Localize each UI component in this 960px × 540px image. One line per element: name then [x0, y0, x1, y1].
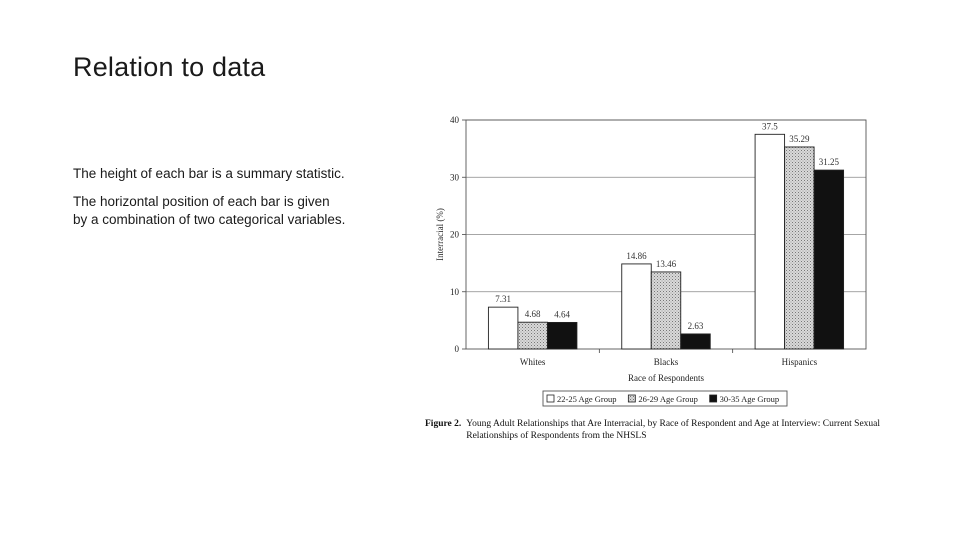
bar [547, 322, 577, 349]
bar-value-label: 35.29 [789, 133, 810, 144]
legend-label: 30-35 Age Group [719, 394, 780, 404]
bar-value-label: 13.46 [655, 258, 677, 269]
bullet-item: The height of each bar is a summary statistic. [73, 166, 345, 181]
caption-label: Figure 2. [425, 419, 462, 429]
bar [755, 134, 785, 349]
x-tick-label: Whites [519, 357, 546, 367]
y-tick-label: 40 [450, 115, 459, 125]
x-axis-title: Race of Respondents [628, 373, 704, 383]
x-tick-label: Hispanics [781, 357, 818, 367]
y-tick-label: 0 [454, 344, 459, 354]
bar-value-label: 31.25 [818, 157, 839, 168]
bullet-item: The horizontal position of each bar is given by a combination of two categorical variables. [73, 194, 346, 227]
bar-value-label: 4.68 [524, 309, 541, 320]
bar-value-label: 7.31 [495, 294, 512, 305]
legend-swatch [547, 395, 554, 402]
legend-swatch [710, 395, 717, 402]
bar-value-label: 37.5 [761, 121, 778, 132]
bar [814, 170, 844, 349]
legend-label: 22-25 Age Group [557, 394, 617, 404]
bar [518, 322, 548, 349]
bar-value-label: 2.63 [687, 320, 704, 331]
bar [622, 264, 652, 349]
bar-value-label: 14.86 [626, 250, 647, 261]
figure-caption [425, 418, 895, 442]
legend-swatch [628, 395, 635, 402]
caption-text: Young Adult Relationships that Are Interracial, by Race of Respondent and Age at Interview: Current Sexual Relationships of Respondents from the NHSLS [466, 419, 881, 441]
y-tick-label: 30 [450, 172, 459, 183]
bar [488, 307, 517, 349]
bar [651, 272, 681, 349]
legend-label: 26-29 Age Group [638, 394, 698, 404]
y-axis-title: Interracial (%) [435, 208, 445, 261]
y-tick-label: 10 [450, 286, 459, 297]
slide-title: Relation to data [73, 52, 266, 82]
y-tick-label: 20 [450, 229, 459, 240]
bar [681, 334, 711, 349]
x-tick-label: Blacks [653, 357, 679, 367]
bar-value-label: 4.64 [554, 309, 571, 320]
bar [785, 147, 815, 349]
